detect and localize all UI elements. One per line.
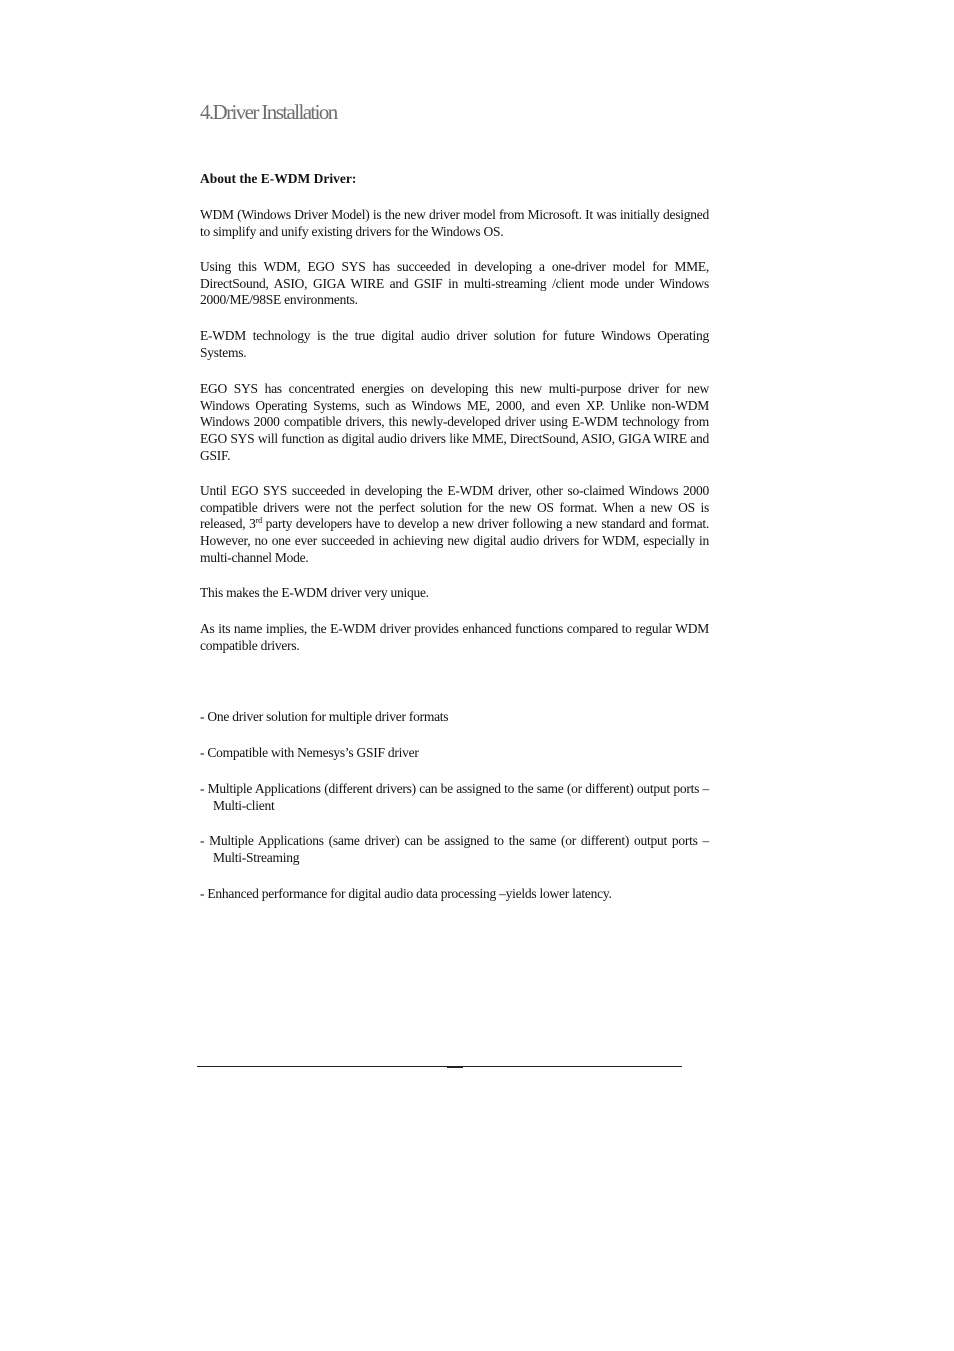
paragraph-text-part: party developers have to develop a new driver following a new standard and format. However, no one ever succeeded in achieving new digital audio drivers for WDM, especially in multi-channel Mode. [200,516,710,565]
feature-item: - Compatible with Nemesys’s GSIF driver [200,745,419,760]
paragraph-one-driver-model: Using this WDM, EGO SYS has succeeded in developing a one-driver model for MME, DirectSound, ASIO, GIGA WIRE and GSIF in multi-streaming /client mode under Windows 2000/ME/98SE environments. [200,259,709,308]
paragraph-enhanced-functions: As its name implies, the E-WDM driver provides enhanced functions compared to regular WDM compatible drivers. [200,621,709,653]
paragraph-multi-purpose-driver: EGO SYS has concentrated energies on developing this new multi-purpose driver for new Windows Operating Systems, such as Windows ME, 2000, and even XP. Unlike non-WDM Windows 2000 compatible drivers, this newly-developed driver using E-WDM technology from EGO SYS will function as digital audio drivers like MME, DirectSound, ASIO, GIGA WIRE and GSIF. [200,381,709,463]
section-title: 4.Driver Installation [200,100,337,124]
feature-item: - Multiple Applications (same driver) can be assigned to the same (or different) output ports – Multi-Streaming [200,833,709,865]
paragraph-compatible-drivers [200,483,709,567]
ordinal-superscript: rd [255,516,262,526]
paragraph-text-part: Until EGO SYS succeeded in developing the E-WDM driver, other so-claimed Windows 2000 compatible drivers were not the perfect solution for the new OS format. When a new OS is released, 3 [200,483,709,532]
paragraph-wdm-intro: WDM (Windows Driver Model) is the new driver model from Microsoft. It was initially designed to simplify and unify existing drivers for the Windows OS. [200,207,709,239]
feature-item: - Multiple Applications (different drivers) can be assigned to the same (or different) output ports – Multi-client [200,781,709,813]
paragraph-unique: This makes the E-WDM driver very unique. [200,585,429,600]
feature-item: - Enhanced performance for digital audio data processing –yields lower latency. [200,886,612,901]
feature-item: - One driver solution for multiple driver formats [200,709,449,724]
subheading: About the E-WDM Driver: [200,171,357,186]
paragraph-ewdm-technology: E-WDM technology is the true digital audio driver solution for future Windows Operating Systems. [200,328,709,360]
footer-center-mark [447,1066,463,1068]
footer-divider [197,1066,682,1067]
